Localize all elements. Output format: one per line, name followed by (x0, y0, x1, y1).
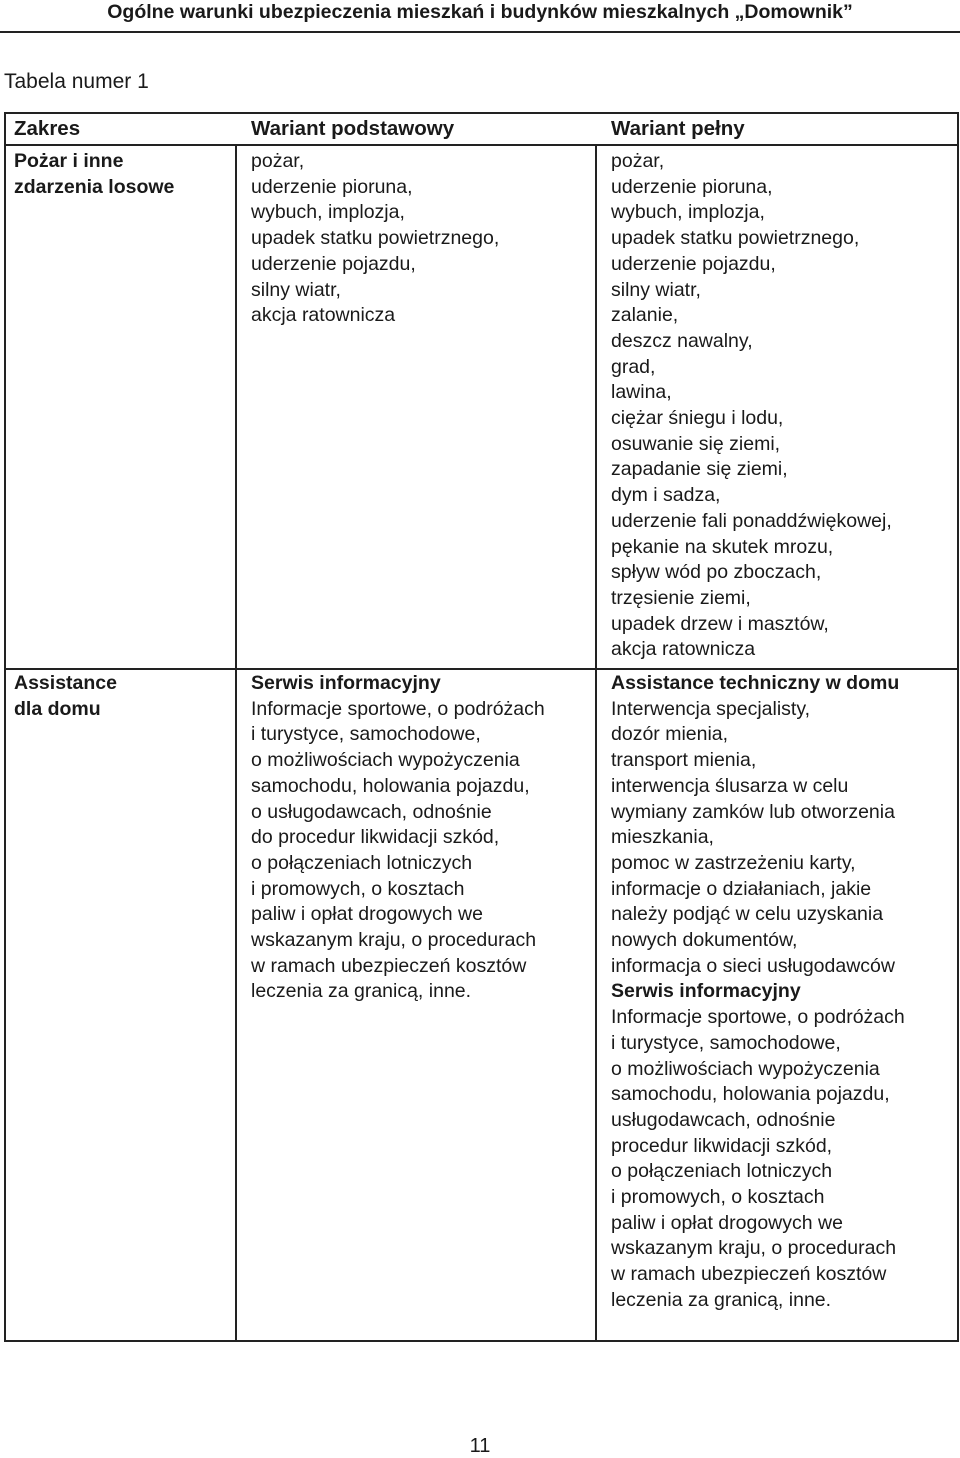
document-header (0, 0, 960, 33)
cell-line: o możliwościach wypożyczenia (251, 749, 520, 772)
column-divider-2 (595, 146, 597, 1340)
cell-line: pękanie na skutek mrozu, (611, 535, 834, 558)
cell-line: trzęsienie ziemi, (611, 586, 751, 609)
row-label-line: Pożar i inne (14, 150, 124, 172)
cell-line: leczenia za granicą, inne. (611, 1288, 832, 1311)
cell-line: zapadanie się ziemi, (611, 458, 788, 481)
cell-line: w ramach ubezpieczeń kosztów (611, 1263, 887, 1286)
row-divider (6, 668, 957, 670)
cell-line: i promowych, o kosztach (611, 1186, 825, 1209)
column-divider-1 (235, 146, 237, 1340)
cell-line: pożar, (251, 150, 305, 172)
cell-line: paliw i opłat drogowych we (251, 903, 483, 926)
full-variant-cell (611, 671, 905, 1314)
cell-line: uderzenie pioruna, (251, 175, 413, 198)
row-label-line: dla domu (14, 697, 101, 720)
cell-line: dozór mienia, (611, 723, 729, 746)
column-header-wariant-podstawowy: Wariant podstawowy (251, 117, 455, 140)
cell-line: ciężar śniegu i lodu, (611, 407, 784, 430)
cell-line: uderzenie pojazdu, (611, 252, 776, 275)
cell-line: Interwencja specjalisty, (611, 697, 811, 720)
cell-line: Informacje sportowe, o podróżach (611, 1006, 905, 1029)
cell-line: wymiany zamków lub otworzenia (611, 800, 895, 823)
cell-line: wskazanym kraju, o procedurach (251, 929, 537, 952)
row-label-line: Assistance (14, 672, 117, 694)
cell-line: upadek drzew i masztów, (611, 612, 829, 635)
cell-line: wybuch, implozja, (251, 201, 405, 224)
cell-line: zalanie, (611, 304, 679, 327)
cell-line: w ramach ubezpieczeń kosztów (251, 954, 527, 977)
cell-line: silny wiatr, (251, 278, 341, 301)
cell-line: akcja ratownicza (611, 638, 756, 661)
cell-line: grad, (611, 355, 656, 378)
cell-line: wybuch, implozja, (611, 201, 765, 224)
cell-line: i turystyce, samochodowe, (611, 1031, 841, 1054)
cell-line: informacja o sieci usługodawców (611, 954, 895, 977)
cell-line: interwencja ślusarza w celu (611, 774, 849, 797)
basic-variant-cell (251, 671, 545, 1005)
cell-line: samochodu, holowania pojazdu, (611, 1083, 890, 1106)
cell-line: Informacje sportowe, o podróżach (251, 697, 545, 720)
cell-line: wskazanym kraju, o procedurach (611, 1237, 897, 1260)
row-label-line: zdarzenia losowe (14, 175, 175, 198)
cell-line: samochodu, holowania pojazdu, (251, 774, 530, 797)
document-title: Ogólne warunki ubezpieczenia mieszkań i budynków mieszkalnych „Domownik” (107, 1, 853, 23)
cell-line: uderzenie pojazdu, (251, 252, 416, 275)
row-label (14, 149, 174, 200)
cell-line: procedur likwidacji szkód, (611, 1134, 833, 1157)
cell-line: deszcz nawalny, (611, 329, 753, 352)
cell-line: do procedur likwidacji szkód, (251, 826, 500, 849)
cell-line: mieszkania, (611, 826, 714, 849)
cell-line: o usługodawcach, odnośnie (251, 800, 492, 823)
cell-line: silny wiatr, (611, 278, 701, 301)
cell-line: dym i sadza, (611, 484, 721, 507)
cell-line: usługodawcach, odnośnie (611, 1108, 836, 1131)
column-header-wariant-pelny: Wariant pełny (611, 117, 745, 140)
cell-line: upadek statku powietrznego, (251, 227, 500, 250)
cell-line: pomoc w zastrzeżeniu karty, (611, 851, 856, 874)
full-variant-cell (611, 149, 892, 663)
cell-subheading: Serwis informacyjny (251, 672, 441, 694)
cell-line: uderzenie pioruna, (611, 175, 773, 198)
cell-line: informacje o działaniach, jakie (611, 877, 872, 900)
coverage-table (4, 112, 959, 1342)
cell-subheading: Assistance techniczny w domu (611, 672, 900, 694)
cell-line: o połączeniach lotniczych (611, 1160, 833, 1183)
cell-line: należy podjąć w celu uzyskania (611, 903, 884, 926)
cell-line: leczenia za granicą, inne. (251, 980, 472, 1003)
cell-line: i turystyce, samochodowe, (251, 723, 481, 746)
page-number: 11 (469, 1435, 491, 1457)
cell-line: nowych dokumentów, (611, 929, 798, 952)
row-label (14, 671, 117, 722)
cell-line: transport mienia, (611, 749, 757, 772)
cell-line: pożar, (611, 150, 665, 172)
cell-line: lawina, (611, 381, 672, 404)
cell-line: paliw i opłat drogowych we (611, 1211, 843, 1234)
table-title: Tabela numer 1 (4, 70, 149, 93)
header-row-divider (6, 144, 957, 146)
cell-line: o połączeniach lotniczych (251, 851, 473, 874)
cell-line: upadek statku powietrznego, (611, 227, 860, 250)
cell-subheading: Serwis informacyjny (611, 980, 801, 1003)
cell-line: i promowych, o kosztach (251, 877, 465, 900)
column-header-zakres: Zakres (14, 117, 81, 140)
cell-line: o możliwościach wypożyczenia (611, 1057, 880, 1080)
cell-line: spływ wód po zboczach, (611, 561, 822, 584)
cell-line: osuwanie się ziemi, (611, 432, 781, 455)
basic-variant-cell (251, 149, 499, 329)
cell-line: akcja ratownicza (251, 304, 396, 327)
cell-line: uderzenie fali ponaddźwiękowej, (611, 509, 892, 532)
